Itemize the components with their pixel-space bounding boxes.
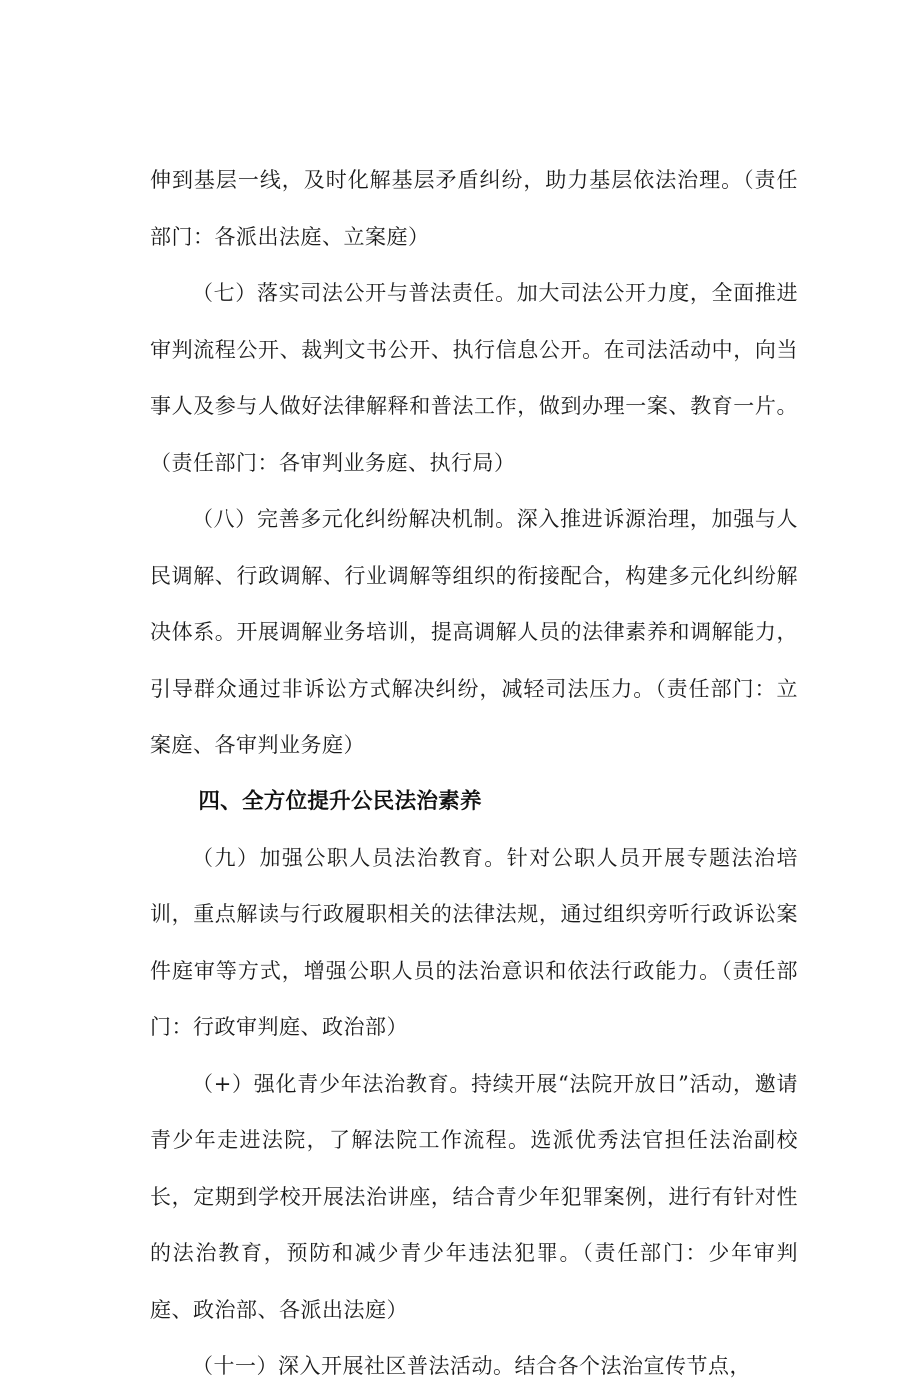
- document-body: [150, 152, 798, 1395]
- paragraph-item-10: （+）强化青少年法治教育。持续开展“法院开放日”活动，邀请青少年走进法院，了解法院工作流程。选派优秀法官担任法治副校长，定期到学校开展法治讲座，结合青少年犯罪案例，进行有针对性的法治教育，预防和减少青少年违法犯罪。（责任部门：少年审判庭、政治部、各派出法庭）: [150, 1071, 798, 1322]
- paragraph-item-9: （九）加强公职人员法治教育。针对公职人员开展专题法治培训，重点解读与行政履职相关的法律法规，通过组织旁听行政诉讼案件庭审等方式，增强公职人员的法治意识和依法行政能力。（责任部门：行政审判庭、政治部）: [150, 845, 798, 1039]
- paragraph-item-11: （十一）深入开展社区普法活动。结合各个法治宣传节点，: [192, 1354, 751, 1378]
- paragraph-item-7: （七）落实司法公开与普法责任。加大司法公开力度，全面推进审判流程公开、裁判文书公开、执行信息公开。在司法活动中，向当事人及参与人做好法律解释和普法工作，做到办理一案、教育一片。（责任部门：各审判业务庭、执行局）: [150, 281, 798, 475]
- paragraph-continuation: 伸到基层一线，及时化解基层矛盾纠纷，助力基层依法治理。（责任部门：各派出法庭、立案庭）: [150, 168, 798, 249]
- paragraph-item-8: （八）完善多元化纠纷解决机制。深入推进诉源治理，加强与人民调解、行政调解、行业调解等组织的衔接配合，构建多元化纠纷解决体系。开展调解业务培训，提高调解人员的法律素养和调解能力，引导群众通过非诉讼方式解决纠纷，减轻司法压力。（责任部门：立案庭、各审判业务庭）: [150, 507, 798, 757]
- section-heading: 四、全方位提升公民法治素养: [198, 788, 482, 814]
